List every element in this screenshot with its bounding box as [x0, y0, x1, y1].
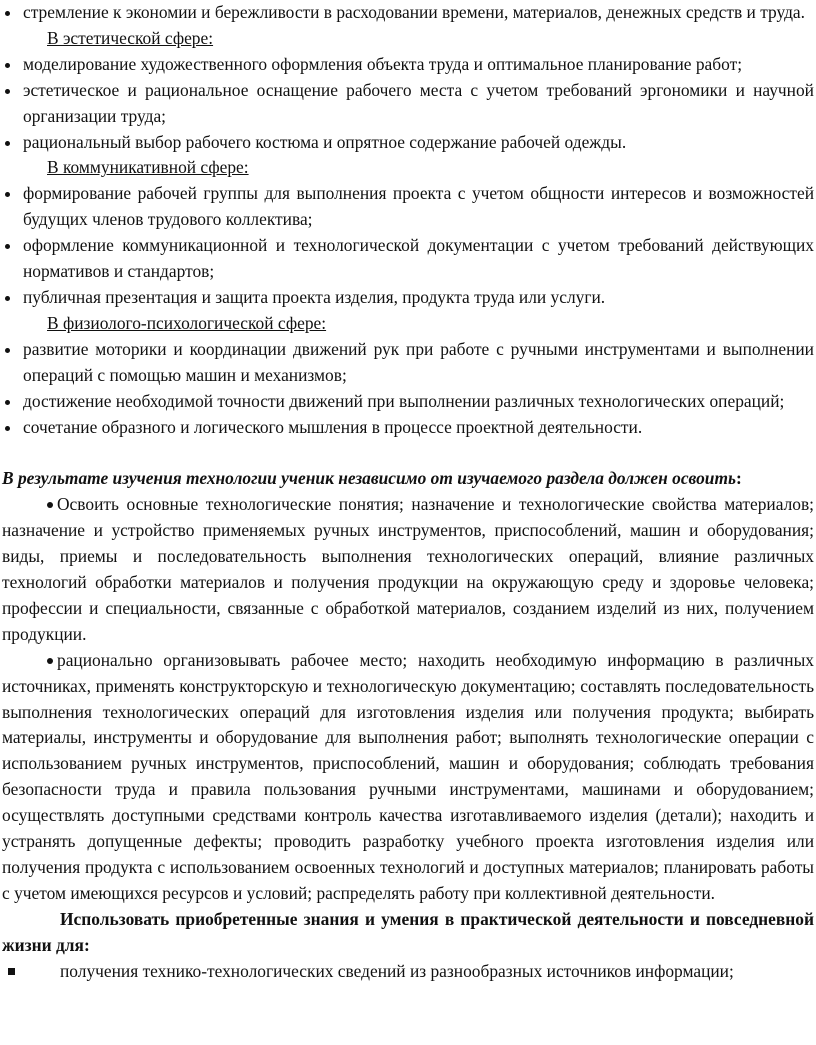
- use-heading: Использовать приобретенные знания и умения в практической деятельности и повседневной жизни для:: [2, 908, 814, 955]
- section-heading-physio: В физиолого-психологической сфере:: [47, 312, 327, 333]
- result-item: Освоить основные технологические понятия; назначение и технологические свойства материалов; назначение и устройство применяемых ручных инструментов, приспособлений, машин и оборудования; виды, приемы и последовательность выполнения технологических операций, влияние различных технологий обработки материалов и получения продукции на окружающую среду и здоровье человека; профессии и специальности, связанные с обработкой материалов, созданием изделий из них, получением продукции.: [2, 494, 814, 644]
- list-item: моделирование художественного оформления объекта труда и оптимальное планирование работ;: [2, 52, 814, 78]
- list-item: развитие моторики и координации движений рук при работе с ручными инструментами и выполнении операций с помощью машин и механизмов;: [2, 337, 814, 389]
- list-item: рациональный выбор рабочего костюма и опрятное содержание рабочей одежды.: [2, 130, 814, 156]
- list-item: публичная презентация и защита проекта изделия, продукта труда или услуги.: [2, 285, 814, 311]
- list-item: достижение необходимой точности движений при выполнении различных технологических операций;: [2, 389, 814, 415]
- list-item: получения технико-технологических сведений из разнообразных источников информации;: [2, 959, 814, 985]
- bullet-icon: [47, 658, 53, 664]
- result-intro: В результате изучения технологии ученик независимо от изучаемого раздела должен освоить:: [2, 468, 742, 489]
- list-item: оформление коммуникационной и технологической документации с учетом требований действующих нормативов и стандартов;: [2, 233, 814, 285]
- result-item: рационально организовывать рабочее место; находить необходимую информацию в различных источниках, применять конструкторскую и технологическую документацию; составлять последовательность выполнения технологических операций для изготовления изделия или получения продукта; выбирать материалы, инструменты и оборудование для выполнения работ; выполнять технологические операции с использованием ручных инструментов, приспособлений, машин и оборудования; соблюдать требования безопасности труда и правила пользования ручными инструментами, машинами и оборудованием; осуществлять доступными средствами контроль качества изготавливаемого изделия (детали); находить и устранять допущенные дефекты; проводить разработку учебного проекта изготовления изделия или получения продукта с использованием освоенных технологий и доступных материалов; планировать работы с учетом имеющихся ресурсов и условий; распределять работу при коллективной деятельности.: [2, 649, 814, 903]
- section-heading-aesthetic: В эстетической сфере:: [47, 27, 214, 48]
- list-item: стремление к экономии и бережливости в расходовании времени, материалов, денежных средств и труда.: [2, 0, 814, 26]
- list-item: сочетание образного и логического мышления в процессе проектной деятельности.: [2, 415, 814, 441]
- list-item: формирование рабочей группы для выполнения проекта с учетом общности интересов и возможностей будущих членов трудового коллектива;: [2, 181, 814, 233]
- spacer: [2, 440, 814, 466]
- bullet-icon: [47, 502, 53, 508]
- list-item: эстетическое и рациональное оснащение рабочего места с учетом требований эргономики и научной организации труда;: [2, 78, 814, 130]
- section-heading-communicative: В коммуникативной сфере:: [47, 157, 249, 178]
